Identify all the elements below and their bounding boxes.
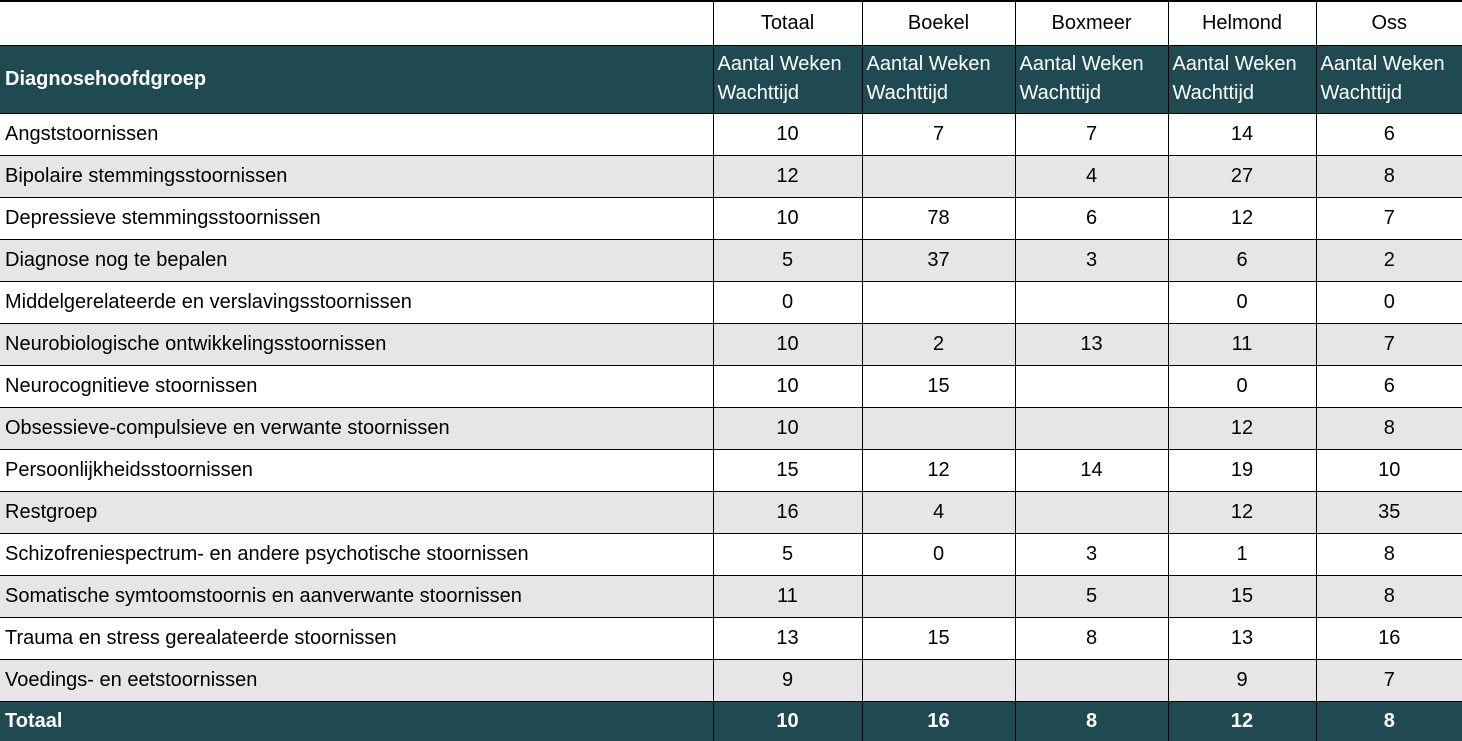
value-cell: 8 <box>1316 407 1462 449</box>
group-column-header: Diagnosehoofdgroep <box>0 45 713 113</box>
value-cell: 9 <box>713 659 862 701</box>
value-cell <box>1015 491 1168 533</box>
value-cell: 10 <box>1316 449 1462 491</box>
value-cell: 13 <box>1015 323 1168 365</box>
table-row <box>0 281 1462 323</box>
value-cell: 15 <box>862 365 1015 407</box>
value-cell: 3 <box>1015 533 1168 575</box>
value-cell: 2 <box>862 323 1015 365</box>
value-cell: 10 <box>713 323 862 365</box>
value-cell: 4 <box>1015 155 1168 197</box>
region-header-helmond: Helmond <box>1168 1 1316 45</box>
metric-header: Aantal Weken Wachttijd <box>1168 45 1316 113</box>
row-label: Diagnose nog te bepalen <box>0 239 713 281</box>
total-value-cell: 12 <box>1168 701 1316 741</box>
value-cell: 3 <box>1015 239 1168 281</box>
value-cell: 0 <box>1316 281 1462 323</box>
value-cell: 19 <box>1168 449 1316 491</box>
value-cell <box>862 407 1015 449</box>
row-label: Somatische symtoomstoornis en aanverwante stoornissen <box>0 575 713 617</box>
value-cell: 8 <box>1316 533 1462 575</box>
row-label: Depressieve stemmingsstoornissen <box>0 197 713 239</box>
row-label: Schizofreniespectrum- en andere psychotische stoornissen <box>0 533 713 575</box>
value-cell: 5 <box>1015 575 1168 617</box>
value-cell: 15 <box>1168 575 1316 617</box>
value-cell: 15 <box>862 617 1015 659</box>
table-row <box>0 491 1462 533</box>
value-cell: 4 <box>862 491 1015 533</box>
value-cell: 9 <box>1168 659 1316 701</box>
column-header-row <box>0 45 1462 113</box>
value-cell <box>862 575 1015 617</box>
value-cell: 10 <box>713 113 862 155</box>
value-cell: 27 <box>1168 155 1316 197</box>
value-cell: 0 <box>862 533 1015 575</box>
value-cell: 37 <box>862 239 1015 281</box>
table-row <box>0 617 1462 659</box>
value-cell <box>1015 365 1168 407</box>
table-row <box>0 323 1462 365</box>
metric-header: Aantal Weken Wachttijd <box>713 45 862 113</box>
total-value-cell: 10 <box>713 701 862 741</box>
value-cell: 6 <box>1316 365 1462 407</box>
value-cell: 14 <box>1015 449 1168 491</box>
value-cell <box>862 155 1015 197</box>
total-value-cell: 8 <box>1316 701 1462 741</box>
table-row <box>0 449 1462 491</box>
table-row <box>0 533 1462 575</box>
value-cell: 10 <box>713 407 862 449</box>
row-label: Angststoornissen <box>0 113 713 155</box>
row-label: Neurobiologische ontwikkelingsstoornissen <box>0 323 713 365</box>
region-header-totaal: Totaal <box>713 1 862 45</box>
value-cell: 7 <box>1316 323 1462 365</box>
row-label: Middelgerelateerde en verslavingsstoornissen <box>0 281 713 323</box>
value-cell: 0 <box>713 281 862 323</box>
row-label: Voedings- en eetstoornissen <box>0 659 713 701</box>
row-label: Obsessieve-compulsieve en verwante stoornissen <box>0 407 713 449</box>
value-cell: 7 <box>1316 197 1462 239</box>
table-row <box>0 113 1462 155</box>
row-label: Trauma en stress gerealateerde stoornissen <box>0 617 713 659</box>
region-header-oss: Oss <box>1316 1 1462 45</box>
value-cell: 11 <box>1168 323 1316 365</box>
value-cell: 0 <box>1168 365 1316 407</box>
table-row <box>0 659 1462 701</box>
value-cell: 2 <box>1316 239 1462 281</box>
value-cell: 12 <box>1168 197 1316 239</box>
value-cell: 78 <box>862 197 1015 239</box>
value-cell: 12 <box>713 155 862 197</box>
region-header-boxmeer: Boxmeer <box>1015 1 1168 45</box>
table-row <box>0 365 1462 407</box>
value-cell: 15 <box>713 449 862 491</box>
value-cell: 16 <box>713 491 862 533</box>
value-cell: 7 <box>1316 659 1462 701</box>
metric-header: Aantal Weken Wachttijd <box>862 45 1015 113</box>
value-cell: 12 <box>1168 407 1316 449</box>
total-value-cell: 8 <box>1015 701 1168 741</box>
value-cell <box>1015 659 1168 701</box>
total-value-cell: 16 <box>862 701 1015 741</box>
value-cell: 8 <box>1316 155 1462 197</box>
value-cell: 6 <box>1316 113 1462 155</box>
value-cell: 14 <box>1168 113 1316 155</box>
value-cell: 8 <box>1015 617 1168 659</box>
value-cell: 6 <box>1168 239 1316 281</box>
value-cell: 10 <box>713 365 862 407</box>
table-row <box>0 197 1462 239</box>
total-row <box>0 701 1462 741</box>
value-cell: 13 <box>1168 617 1316 659</box>
value-cell: 7 <box>1015 113 1168 155</box>
row-label: Restgroep <box>0 491 713 533</box>
row-label: Neurocognitieve stoornissen <box>0 365 713 407</box>
table-row <box>0 155 1462 197</box>
value-cell: 13 <box>713 617 862 659</box>
total-label: Totaal <box>0 701 713 741</box>
region-header-boekel: Boekel <box>862 1 1015 45</box>
table-row <box>0 239 1462 281</box>
value-cell: 35 <box>1316 491 1462 533</box>
value-cell: 7 <box>862 113 1015 155</box>
value-cell: 10 <box>713 197 862 239</box>
value-cell: 6 <box>1015 197 1168 239</box>
value-cell: 11 <box>713 575 862 617</box>
row-label: Bipolaire stemmingsstoornissen <box>0 155 713 197</box>
value-cell: 12 <box>1168 491 1316 533</box>
value-cell: 5 <box>713 239 862 281</box>
value-cell: 1 <box>1168 533 1316 575</box>
value-cell: 16 <box>1316 617 1462 659</box>
metric-header: Aantal Weken Wachttijd <box>1316 45 1462 113</box>
value-cell <box>862 659 1015 701</box>
value-cell <box>862 281 1015 323</box>
metric-header: Aantal Weken Wachttijd <box>1015 45 1168 113</box>
region-header-row <box>0 1 1462 45</box>
value-cell: 5 <box>713 533 862 575</box>
corner-cell <box>0 1 713 45</box>
table-row <box>0 407 1462 449</box>
value-cell <box>1015 281 1168 323</box>
value-cell: 8 <box>1316 575 1462 617</box>
value-cell <box>1015 407 1168 449</box>
table-row <box>0 575 1462 617</box>
row-label: Persoonlijkheidsstoornissen <box>0 449 713 491</box>
value-cell: 0 <box>1168 281 1316 323</box>
value-cell: 12 <box>862 449 1015 491</box>
